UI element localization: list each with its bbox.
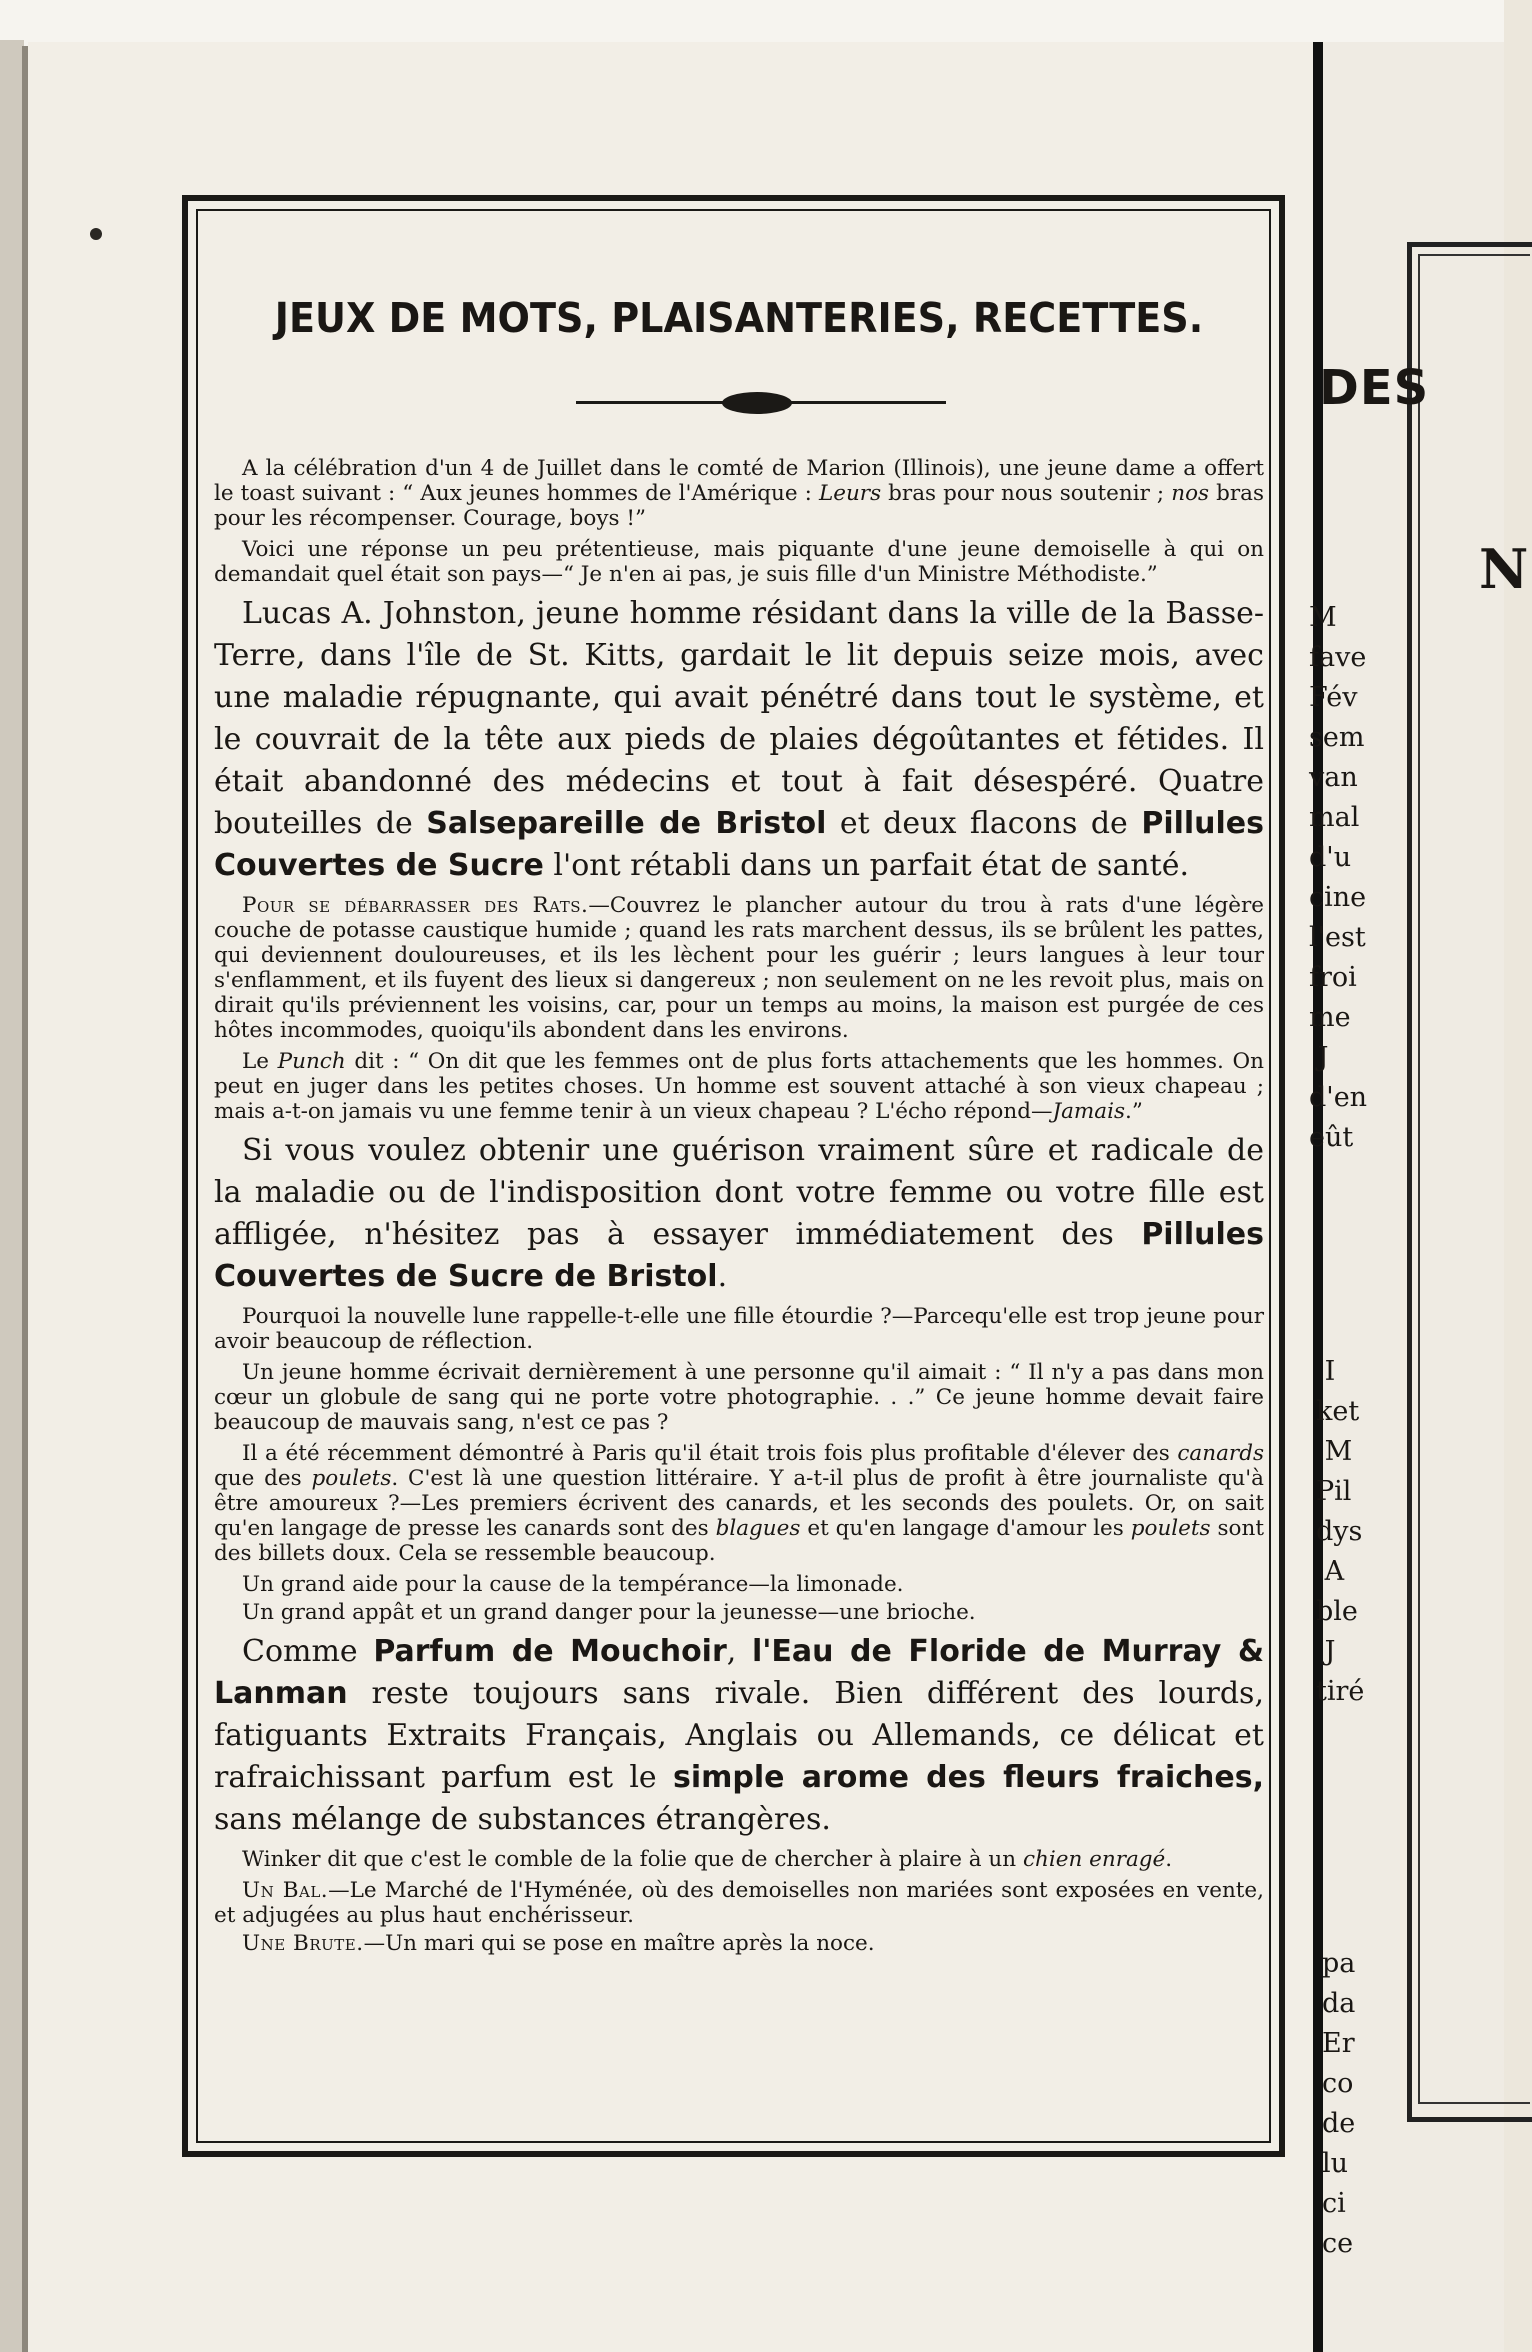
text-run: Winker dit que c'est le comble de la folie que de chercher à plaire à un <box>242 1847 1023 1872</box>
text-run-italic: Leurs <box>818 481 882 506</box>
text-run: sont des billets doux. Cela se ressemble beaucoup. <box>214 1516 1264 1566</box>
paragraph-heading: Un Bal. <box>242 1878 329 1903</box>
paragraph-brute <box>214 1931 1264 1956</box>
text-run: —Un mari qui se pose en maître après la noce. <box>363 1931 875 1956</box>
text-run-italic: nos <box>1171 481 1210 506</box>
paragraph-heading: Pour se débarrasser des Rats. <box>242 893 589 918</box>
text-run-bold: l'Eau de Floride de Murray & Lanman <box>214 1634 1265 1711</box>
text-run: et deux flacons de <box>826 806 1142 841</box>
text-run-italic: Punch <box>277 1049 346 1074</box>
text-run-italic: canards <box>1177 1441 1264 1466</box>
book-edge <box>0 40 24 2352</box>
article-body <box>214 220 1264 2130</box>
text-run-bold: Pillules Couvertes de Sucre de Bristol <box>214 1217 1264 1294</box>
text-run: Le <box>242 1049 278 1074</box>
text-run: Il a été récemment démontré à Paris qu'il était trois fois plus profitable d'élever des <box>242 1441 1178 1466</box>
paragraph-guerison <box>214 1130 1264 1298</box>
paragraph-toast <box>214 456 1264 531</box>
text-run-bold: Parfum de Mouchoir <box>373 1634 727 1669</box>
text-run: —Le Marché de l'Hyménée, où des demoiselles non mariées sont exposées en vente, et adjugées au plus haut enchérisseur. <box>214 1878 1264 1928</box>
text-run-italic: poulets <box>1130 1516 1211 1541</box>
text-run: et qu'en langage d'amour les <box>800 1516 1131 1541</box>
paragraph-jeune-homme: Un jeune homme écrivait dernièrement à une personne qu'il aimait : “ Il n'y a pas dans mon cœur un globule de sang qui ne porte votre photographie. . .” Ce jeune homme devait faire beaucoup de mauvais sang, n'est ce pas ? <box>214 1360 1264 1435</box>
paragraph-winker <box>214 1847 1264 1872</box>
paragraph-brioche: Un grand appât et un grand danger pour la jeunesse—une brioche. <box>242 1600 976 1625</box>
right-page-text-2: I ket M Pil dys A ble J tiré <box>1316 1356 1365 1707</box>
text-run-italic: Jamais <box>1052 1099 1126 1124</box>
right-page <box>1309 42 1529 2352</box>
paragraph-parfum <box>214 1631 1264 1841</box>
text-run: —Couvrez le plancher autour du trou à rats d'une légère couche de potasse caustique humide ; quand les rats marchent dessus, ils se brûlent les pattes, qui deviennent douloureuses, et ils les lèchent pour les guérir ; leurs langues à leur tour s'enflamment, et ils fuyent des lieux si dangereux ; non seulement on ne les revoit plus, mais on dirait qu'ils préviennent les voisins, car, pour un temps au moins, la maison est purgée de ces hôtes incommodes, quoiqu'ils abondent dans les environs. <box>214 893 1264 1043</box>
paragraph-rats <box>214 893 1264 1043</box>
right-page-subheading: N <box>1479 537 1529 601</box>
paragraph-johnston <box>214 593 1264 887</box>
text-run: dit : “ On dit que les femmes ont de plus forts attachements que les hommes. On peut en juger dans les petites choses. Un homme est souvent attaché à son vieux chapeau ; mais a-t-on jamais vu une femme tenir à un vieux chapeau ? L'écho répond— <box>214 1049 1264 1124</box>
text-run: Lucas A. Johnston, jeune homme résidant dans la ville de la Basse-Terre, dans l'île de St. Kitts, gardait le lit depuis seize mois, avec une maladie répugnante, qui avait pénétré dans tout le système, et le couvrait de la tête aux pieds de plaies dégoûtantes et fétides. Il était abandonné des médecins et tout à fait désespéré. Quatre bouteilles de <box>214 596 1264 841</box>
text-run: . <box>717 1259 728 1294</box>
text-run-bold: simple arome des fleurs fraiches, <box>673 1760 1264 1795</box>
text-run: Comme <box>242 1634 374 1669</box>
text-run-italic: chien enragé <box>1022 1847 1166 1872</box>
paragraph-limonade: Un grand aide pour la cause de la tempérance—la limonade. <box>242 1572 904 1597</box>
ornament-divider <box>214 388 1264 418</box>
text-run: Si vous voulez obtenir une guérison vraiment sûre et radicale de la maladie ou de l'indisposition dont votre femme ou votre fille est affligée, n'hésitez pas à essayer immédiatement des <box>214 1133 1264 1252</box>
paragraph-lune: Pourquoi la nouvelle lune rappelle-t-elle une fille étourdie ?—Parcequ'elle est trop jeune pour avoir beaucoup de réflection. <box>214 1304 1264 1354</box>
text-run-bold: Salsepareille de Bristol <box>426 806 827 841</box>
text-run: reste toujours sans rivale. Bien différent des lourds, fatiguants Extraits Français, Anglais ou Allemands, ce délicat et rafraichissant parfum est le <box>214 1676 1264 1795</box>
text-run: bras pour nous soutenir ; <box>881 481 1172 506</box>
text-run: sans mélange de substances étrangères. <box>214 1802 831 1837</box>
right-page-heading: DES <box>1319 360 1430 416</box>
paragraph-reply: Voici une réponse un peu prétentieuse, mais piquante d'une jeune demoiselle à qui on demandait quel était son pays—“ Je n'en ai pas, je suis fille d'un Ministre Méthodiste.” <box>214 537 1264 587</box>
text-run: A la célébration d'un 4 de Juillet dans le comté de Marion (Illinois), une jeune dame a offert le toast suivant : “ Aux jeunes hommes de l'Amérique : <box>214 456 1264 506</box>
right-page-text-1: M fave Fév sem van mal d'u cine l'est froi me J d'en eût <box>1309 602 1368 1153</box>
paragraph-punch <box>214 1049 1264 1124</box>
text-run-italic: blagues <box>715 1516 801 1541</box>
text-run: l'ont rétabli dans un parfait état de santé. <box>543 848 1190 883</box>
text-run: , <box>726 1634 752 1669</box>
paragraph-heading: Une Brute. <box>242 1931 364 1956</box>
margin-dot <box>90 228 102 240</box>
article-headline: JEUX DE MOTS, PLAISANTERIES, RECETTES. <box>274 294 1204 342</box>
text-run: bras pour les récompenser. Courage, boys !” <box>214 481 1264 531</box>
scan-margin <box>0 0 1504 46</box>
text-run-italic: poulets <box>311 1466 392 1491</box>
right-page-text-3: pa da Er co de lu ci ce <box>1322 1948 1356 2259</box>
text-run: . <box>1165 1847 1173 1872</box>
paragraph-bal <box>214 1878 1264 1928</box>
text-run-bold: Pillules Couvertes de Sucre <box>214 806 1265 883</box>
text-run: que des <box>214 1466 312 1491</box>
ornament-lozenge <box>722 392 792 414</box>
right-page-inner-frame <box>1418 254 1530 2104</box>
text-run: . C'est là une question littéraire. Y a-t-il plus de profit à être journaliste qu'à être amoureux ?—Les premiers écrivent des canards, et les seconds des poulets. Or, on sait qu'en langage de presse les canards sont des <box>214 1466 1264 1541</box>
paragraph-canards <box>214 1441 1264 1566</box>
text-run: .” <box>1125 1099 1143 1124</box>
